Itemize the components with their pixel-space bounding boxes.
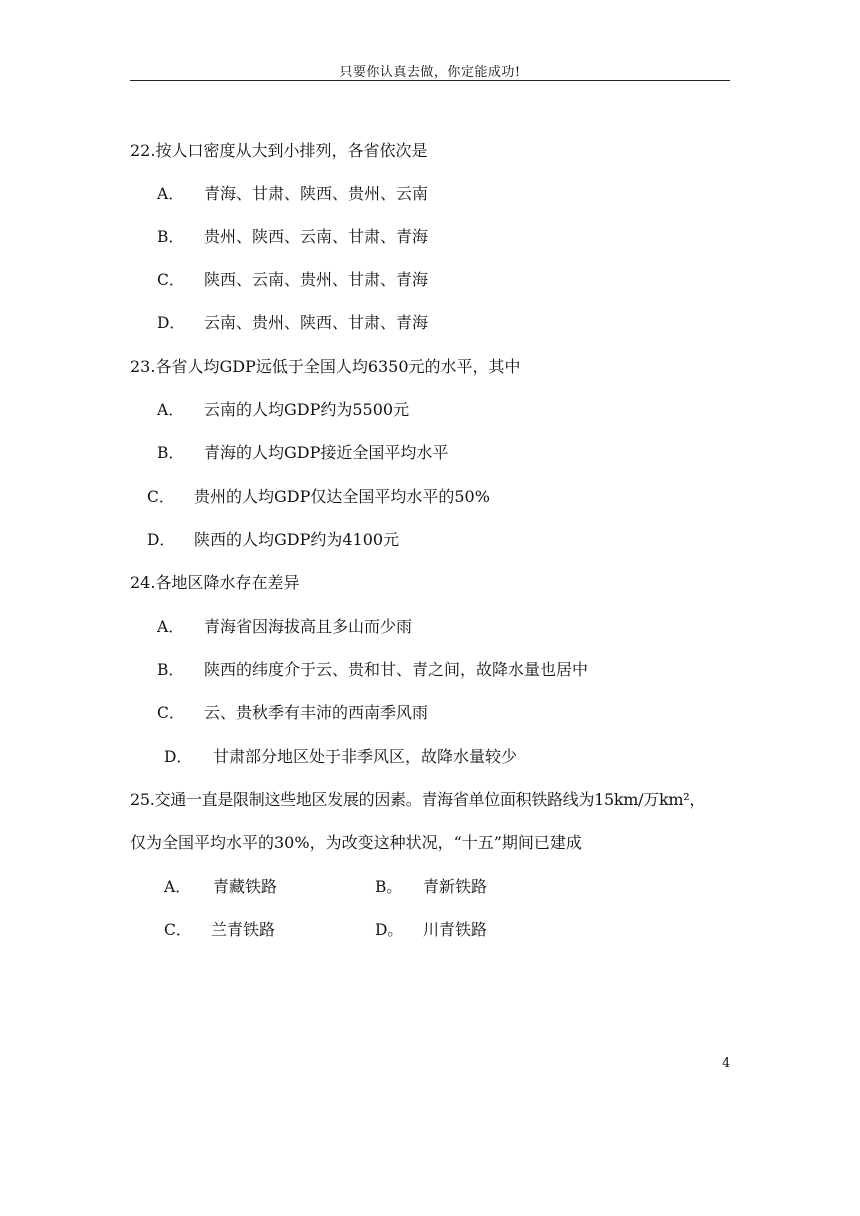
option-text: 兰青铁路 (211, 920, 276, 939)
option-letter: D。 (375, 921, 403, 939)
option-letter: C． (157, 271, 185, 289)
option-letter: B。 (375, 878, 402, 896)
option-letter: A． (164, 878, 191, 896)
option-letter: C． (157, 704, 185, 722)
option-letter: B． (157, 444, 184, 462)
option-text: 青新铁路 (423, 877, 488, 896)
option-text: 青海、甘肃、陕西、贵州、云南 (204, 184, 429, 203)
option-text: 陕西的人均GDP约为4100元 (194, 530, 400, 549)
question-stem: 23.各省人均GDP远低于全国人均6350元的水平，其中 (130, 357, 521, 376)
question-stem-line-2: 仅为全国平均水平的30%，为改变这种状况，“十五”期间已建成 (130, 833, 582, 852)
option-text: 陕西、云南、贵州、甘肃、青海 (204, 270, 429, 289)
option-text: 贵州、陕西、云南、甘肃、青海 (204, 227, 429, 246)
option-letter: A． (157, 185, 184, 203)
header-divider (130, 80, 730, 81)
option-text: 青海的人均GDP接近全国平均水平 (204, 443, 449, 462)
option-text: 陕西的纬度介于云、贵和甘、青之间，故降水量也居中 (204, 660, 589, 679)
option-text: 青藏铁路 (213, 877, 278, 896)
option-letter: D． (147, 531, 175, 549)
option-text: 云南、贵州、陕西、甘肃、青海 (204, 313, 429, 332)
question-stem: 22.按人口密度从大到小排列，各省依次是 (130, 141, 428, 160)
option-letter: C． (164, 921, 192, 939)
option-letter: C． (147, 488, 175, 506)
question-stem: 24.各地区降水存在差异 (130, 573, 300, 592)
option-letter: D． (157, 314, 185, 332)
header-motto: 只要你认真去做，你定能成功! (339, 65, 521, 80)
option-text: 云南的人均GDP约为5500元 (204, 400, 410, 419)
option-letter: A． (157, 618, 184, 636)
question-stem-line-1: 25.交通一直是限制这些地区发展的因素。青海省单位面积铁路线为15km/万km²， (130, 790, 706, 809)
option-text: 川青铁路 (423, 920, 488, 939)
option-text: 青海省因海拔高且多山而少雨 (204, 617, 413, 636)
option-text: 云、贵秋季有丰沛的西南季风雨 (204, 703, 429, 722)
option-letter: A． (157, 401, 184, 419)
option-letter: D． (164, 748, 192, 766)
option-letter: B． (157, 228, 184, 246)
option-text: 贵州的人均GDP仅达全国平均水平的50% (194, 487, 490, 506)
page-number: 4 (722, 1056, 731, 1071)
option-letter: B． (157, 661, 184, 679)
option-text: 甘肃部分地区处于非季风区，故降水量较少 (213, 747, 518, 766)
